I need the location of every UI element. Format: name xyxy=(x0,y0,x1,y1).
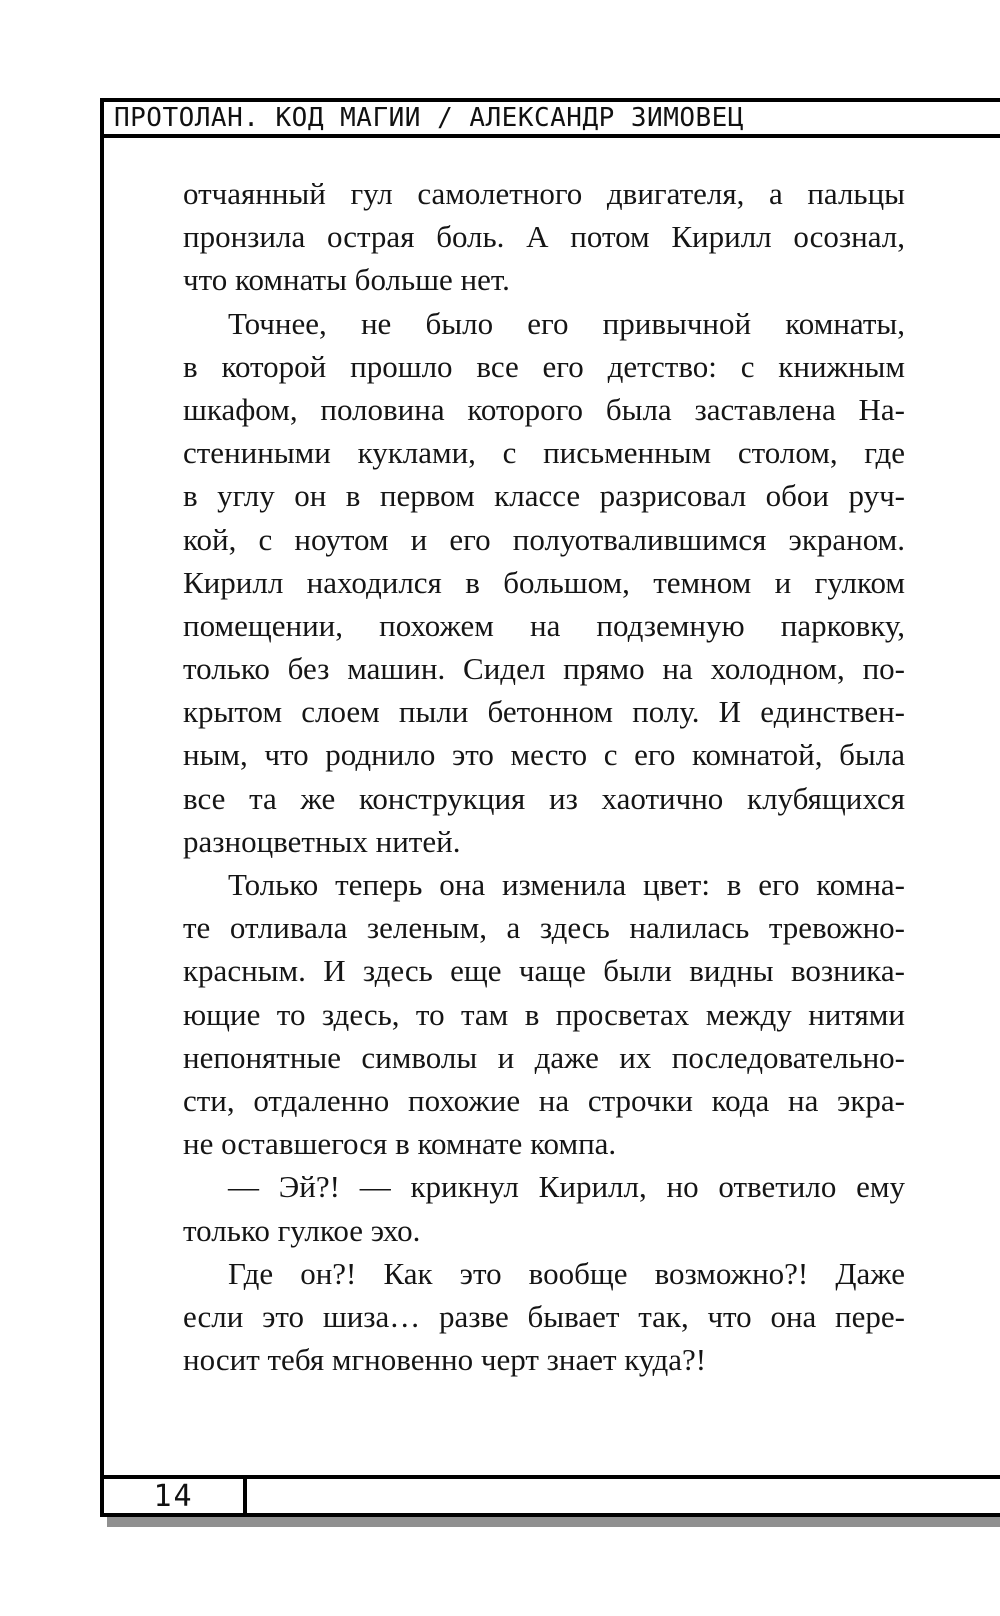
text-line: не оставшегося в комнате компа. xyxy=(183,1126,617,1162)
text-line: отчаянный гул самолетного двигателя, а пальцы xyxy=(183,176,905,211)
text-line: Кирилл находился в большом, темном и гулком xyxy=(183,564,905,600)
running-header-text: ПРОТОЛАН. КОД МАГИИ / АЛЕКСАНДР ЗИМОВЕЦ xyxy=(114,103,744,133)
text-line: все та же конструкция из хаотично клубящихся xyxy=(183,780,905,816)
text-line: стениными куклами, с письменным столом, где xyxy=(183,435,905,471)
text-line: пронзила острая боль. А потом Кирилл осознал, xyxy=(183,219,905,255)
text-line: красным. И здесь еще чаще были видны возника- xyxy=(183,953,905,989)
body-text xyxy=(183,172,905,1381)
running-header xyxy=(104,102,1000,134)
text-line: ным, что роднило это место с его комнатой, была xyxy=(183,737,905,773)
text-line: Точнее, не было его привычной комнаты, xyxy=(228,305,905,341)
text-line: ющие то здесь, то там в просветах между нитями xyxy=(183,996,905,1032)
page-bottom-shadow xyxy=(107,1517,1000,1527)
text-line: что комнаты больше нет. xyxy=(183,262,510,298)
text-line: только гулкое эхо. xyxy=(183,1212,421,1248)
text-line: носит тебя мгновенно черт знает куда?! xyxy=(183,1342,707,1378)
text-line: Где он?! Как это вообще возможно?! Даже xyxy=(228,1255,905,1291)
text-line: в которой прошло все его детство: с книжным xyxy=(183,348,905,384)
page-number: 14 xyxy=(153,1478,194,1514)
text-line: те отливала зеленым, а здесь налилась тревожно- xyxy=(183,910,905,946)
text-line: если это шиза… разве бывает так, что она пере- xyxy=(183,1298,905,1334)
text-line: — Эй?! — крикнул Кирилл, но ответило ему xyxy=(228,1169,905,1205)
frame-left-border xyxy=(100,98,104,1517)
text-line: непонятные символы и даже их последовательно- xyxy=(183,1039,905,1075)
text-line: в углу он в первом классе разрисовал обои руч- xyxy=(183,478,905,514)
footer-divider xyxy=(243,1475,247,1517)
text-line: крытом слоем пыли бетонном полу. И единствен- xyxy=(183,694,905,730)
text-line: Только теперь она изменила цвет: в его комна- xyxy=(228,867,905,902)
text-line: сти, отдаленно похожие на строчки кода на экра- xyxy=(183,1082,905,1118)
text-line: помещении, похожем на подземную парковку, xyxy=(183,607,905,643)
text-line: кой, с ноутом и его полуотвалившимся экраном. xyxy=(183,521,905,557)
header-rule xyxy=(100,134,1000,138)
text-line: шкафом, половина которого была заставлена На- xyxy=(183,391,905,427)
page-number-cell xyxy=(104,1479,243,1513)
text-line: только без машин. Сидел прямо на холодном, по- xyxy=(183,651,905,687)
text-line: разноцветных нитей. xyxy=(183,823,461,859)
